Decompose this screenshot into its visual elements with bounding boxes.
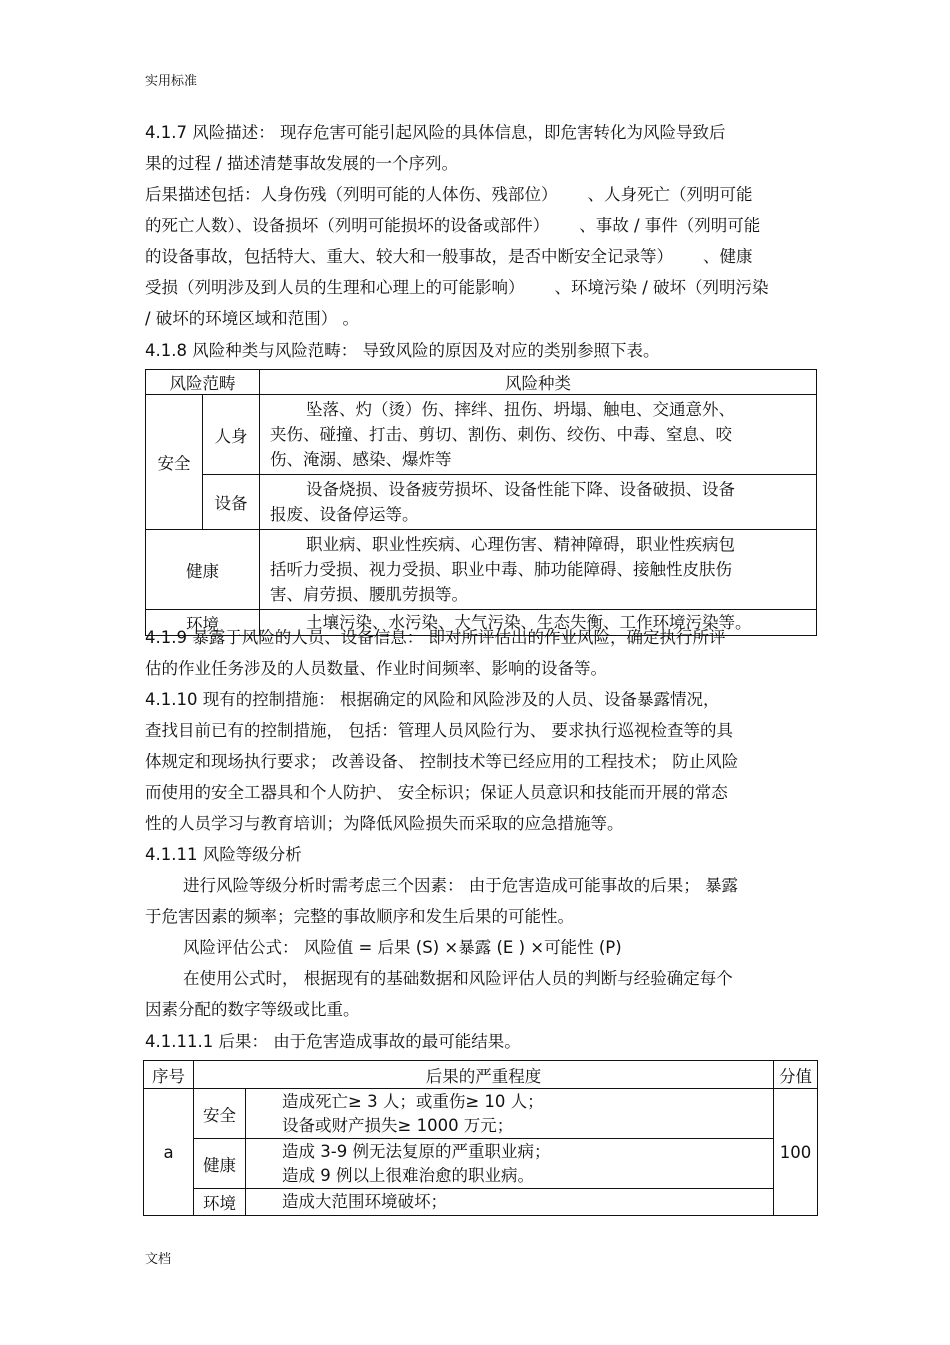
score-cell: 100 [774,1089,818,1216]
consequence-table [143,1060,818,1216]
section-4-1-10-line-5: 性的人员学习与教育培训；为降低风险损失而采取的应急措施等。 [145,814,624,833]
page-header: 实用标准 [145,74,198,89]
row-id: a [144,1089,194,1216]
description-cell [260,475,817,530]
description-line: 报废、设备停运等。 [270,505,419,524]
description-line: 括听力受损、视力受损、职业中毒、肺功能障碍、接触性皮肤伤 [270,560,732,579]
description-cell [260,395,817,475]
severity-line: 造成大范围环境破坏； [282,1192,447,1211]
table-header-row [144,1061,818,1089]
category-health: 健康 [194,1139,246,1189]
section-4-1-7-line-5 [145,246,753,268]
text-segment: 的设备事故，包括特大、重大、较大和一般事故，是否中断安全记录等） [145,247,673,266]
severity-line: 造成 3-9 例无法复原的严重职业病； [282,1141,551,1161]
header-cell: 风险范畴 [146,370,260,395]
section-4-1-7-line-2: 果的过程 / 描述清楚事故发展的一个序列。 [145,154,459,173]
section-4-1-7-line-1: 4.1.7 风险描述： 现存危害可能引起风险的具体信息，即危害转化为风险导致后 [145,123,726,142]
text-segment: 、环境污染 / 破坏（列明污染 [554,278,769,297]
description-line: 职业病、职业性疾病、心理伤害、精神障碍，职业性疾病包 [306,535,735,554]
description-line: 害、肩劳损、腰肌劳损等。 [270,585,468,604]
section-4-1-11-1-heading: 4.1.11.1 后果： 由于危害造成事故的最可能结果。 [145,1032,521,1051]
section-4-1-11-para1-line-1: 进行风险等级分析时需考虑三个因素： 由于危害造成可能事故的后果； 暴露 [183,876,738,895]
category-health: 健康 [146,530,260,610]
category-safety: 安全 [194,1089,246,1139]
text-segment: 、事故 / 事件（列明可能 [579,216,761,235]
section-4-1-7-line-3 [145,184,753,206]
description-line: 设备烧损、设备疲劳损坏、设备性能下降、设备破损、设备 [306,480,735,499]
table-row [146,475,817,530]
severity-line: 设备或财产损失≥ 1000 万元； [282,1115,514,1135]
description-line: 土壤污染、水污染、大气污染、生态失衡、工作环境污染等。 [306,613,752,632]
subcategory-person: 人身 [203,395,260,475]
risk-category-table [145,369,817,636]
severity-cell [246,1189,774,1216]
section-4-1-10-line-1: 4.1.10 现有的控制措施： 根据确定的风险和风险涉及的人员、设备暴露情况， [145,690,720,709]
header-cell: 序号 [144,1061,194,1089]
table-row [146,395,817,475]
description-line: 坠落、灼（烫）伤、摔绊、扭伤、坍塌、触电、交通意外、 [306,400,735,419]
severity-cell [246,1089,774,1139]
category-environment: 环境 [146,610,260,636]
section-4-1-7-line-4 [145,215,760,237]
section-4-1-11-para1-line-2: 于危害因素的频率；完整的事故顺序和发生后果的可能性。 [145,907,574,926]
table-row [144,1189,818,1216]
section-4-1-10-line-3: 体规定和现场执行要求； 改善设备、 控制技术等已经应用的工程技术； 防止风险 [145,752,739,771]
section-4-1-11-para3-line-1: 在使用公式时， 根据现有的基础数据和风险评估人员的判断与经验确定每个 [183,969,733,988]
table-row [146,530,817,610]
description-cell [260,530,817,610]
severity-line: 造成死亡≥ 3 人；或重伤≥ 10 人； [282,1091,544,1111]
text-segment: 、健康 [703,247,753,266]
section-4-1-10-line-2: 查找目前已有的控制措施， 包括：管理人员风险行为、 要求执行巡视检查等的具 [145,721,733,740]
page-footer: 文档 [145,1252,172,1267]
section-4-1-7-line-7: / 破坏的环境区域和范围） 。 [145,309,360,328]
subcategory-equipment: 设备 [203,475,260,530]
severity-cell [246,1139,774,1189]
section-4-1-9-line-1: 4.1.9 暴露于风险的人员、设备信息： 即对所评估出的作业风险，确定执行所评 [145,628,726,647]
header-cell: 分值 [774,1061,818,1089]
description-line: 夹伤、碰撞、打击、剪切、割伤、刺伤、绞伤、中毒、窒息、咬 [270,425,732,444]
section-4-1-10-line-4: 而使用的安全工器具和个人防护、 安全标识；保证人员意识和技能而开展的常态 [145,783,728,802]
text-segment: 受损（列明涉及到人员的生理和心理上的可能影响） [145,278,525,297]
header-cell: 后果的严重程度 [194,1061,774,1089]
section-4-1-11-heading: 4.1.11 风险等级分析 [145,845,302,864]
table-header-row [146,370,817,395]
severity-line: 造成 9 例以上很难治愈的职业病。 [282,1165,534,1185]
table-row [144,1139,818,1189]
section-4-1-11-para3-line-2: 因素分配的数字等级或比重。 [145,1000,360,1019]
description-line: 伤、淹溺、感染、爆炸等 [270,450,452,469]
section-4-1-8-heading: 4.1.8 风险种类与风险范畴： 导致风险的原因及对应的类别参照下表。 [145,341,660,360]
category-safety: 安全 [146,395,203,530]
category-environment: 环境 [194,1189,246,1216]
table-row [144,1089,818,1139]
header-cell: 风险种类 [260,370,817,395]
text-segment: 后果描述包括：人身伤残（列明可能的人体伤、残部位） [145,185,558,204]
text-segment: 的死亡人数）、设备损坏（列明可能损坏的设备或部件） [145,216,550,235]
risk-formula: 风险评估公式： 风险值 = 后果 (S) ×暴露 (E ) ×可能性 (P) [183,938,622,957]
section-4-1-7-line-6 [145,277,769,299]
text-segment: 、人身死亡（列明可能 [587,185,753,204]
section-4-1-9-line-2: 估的作业任务涉及的人员数量、作业时间频率、影响的设备等。 [145,659,607,678]
